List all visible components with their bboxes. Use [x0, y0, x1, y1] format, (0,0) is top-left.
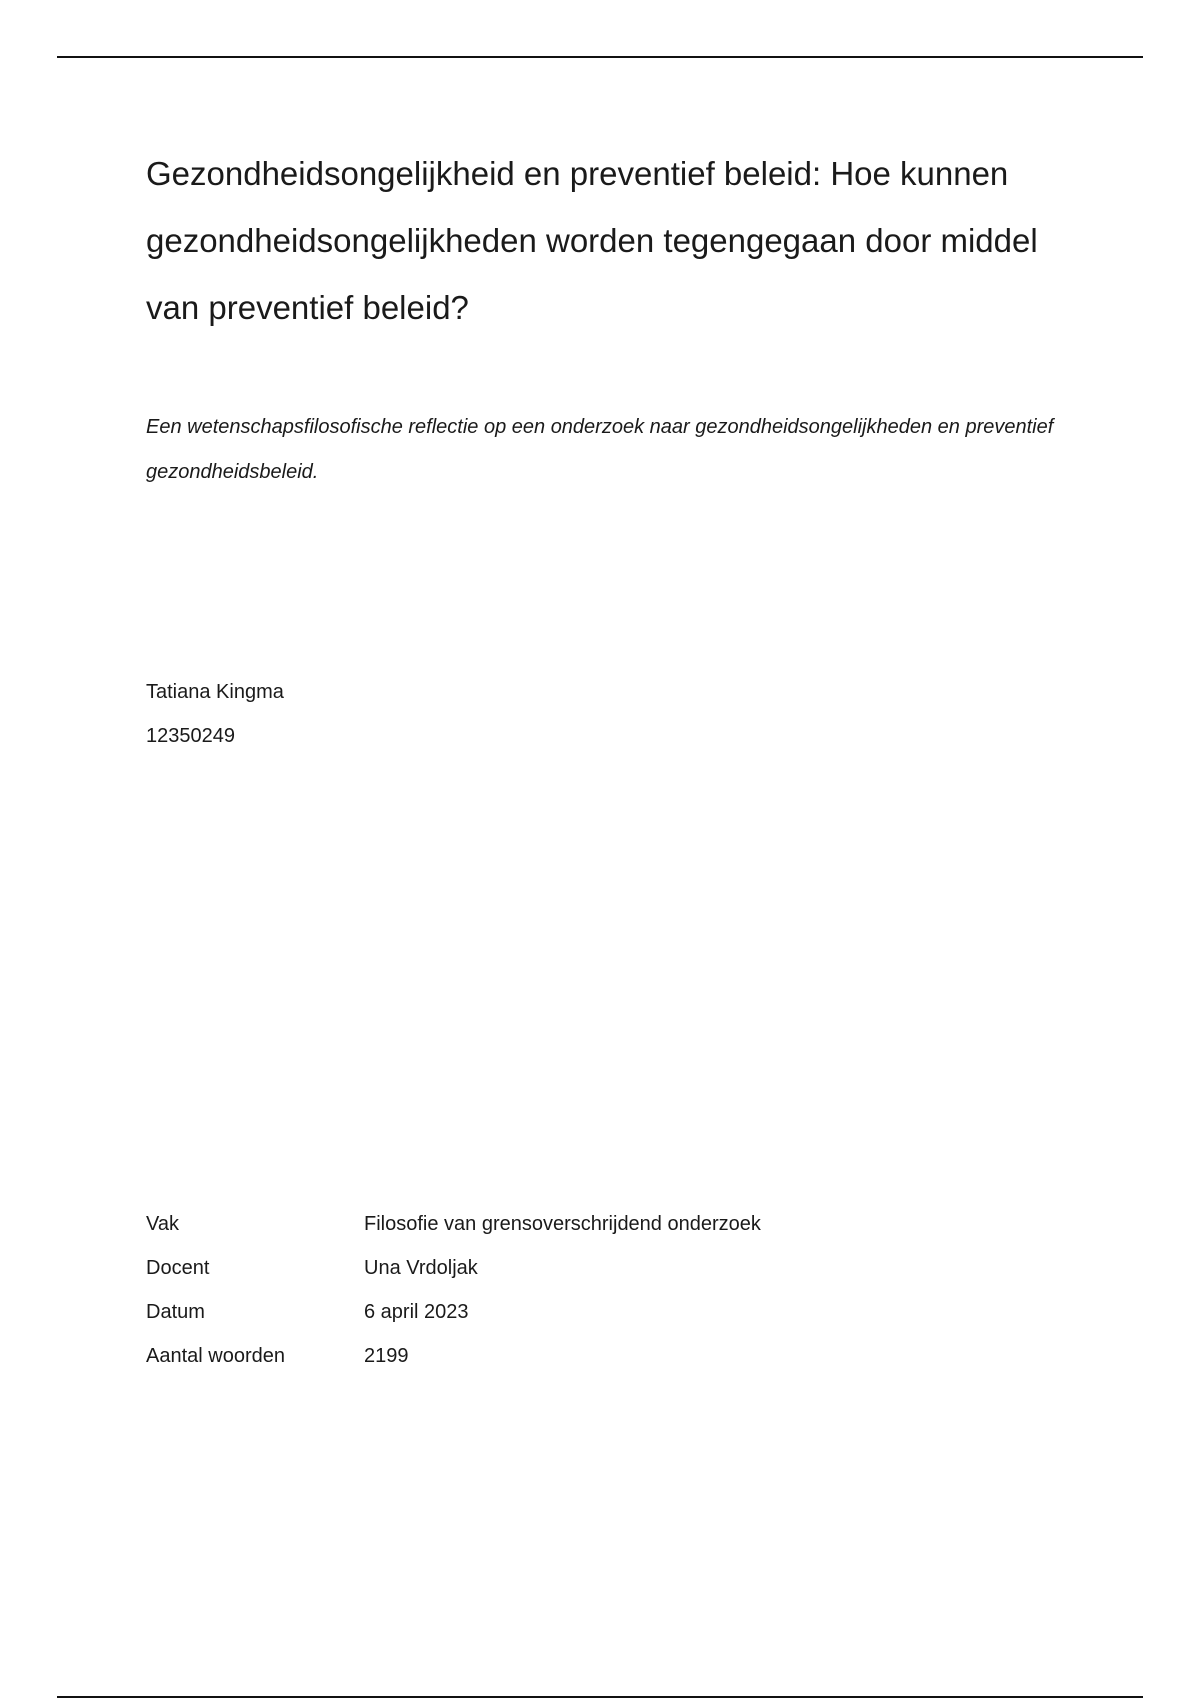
student-number: 12350249: [146, 725, 235, 747]
meta-label: Aantal woorden: [146, 1345, 285, 1367]
meta-value: Filosofie van grensoverschrijdend onderzoek: [364, 1213, 761, 1235]
meta-label: Docent: [146, 1257, 210, 1279]
meta-row-docent: [146, 1246, 761, 1290]
meta-value: Una Vrdoljak: [364, 1257, 478, 1279]
author-name: Tatiana Kingma: [146, 681, 284, 703]
header-rule: [57, 56, 1143, 58]
document-subtitle: Een wetenschapsfilosofische reflectie op een onderzoek naar gezondheidsongelijkheden en preventief gezondheidsbeleid.: [146, 416, 1054, 483]
meta-label: Datum: [146, 1301, 205, 1323]
author-block: [146, 670, 284, 758]
meta-row-word-count: [146, 1334, 761, 1378]
meta-value: 2199: [364, 1345, 409, 1367]
meta-value: 6 april 2023: [364, 1301, 469, 1323]
meta-row-vak: [146, 1202, 761, 1246]
footer-rule: [57, 1696, 1143, 1698]
meta-row-datum: [146, 1290, 761, 1334]
meta-label: Vak: [146, 1213, 179, 1235]
document-title: Gezondheidsongelijkheid en preventief beleid: Hoe kunnen gezondheidsongelijkheden worden tegengegaan door middel van preventief beleid?: [146, 155, 1038, 326]
metadata-table: [146, 1202, 761, 1378]
